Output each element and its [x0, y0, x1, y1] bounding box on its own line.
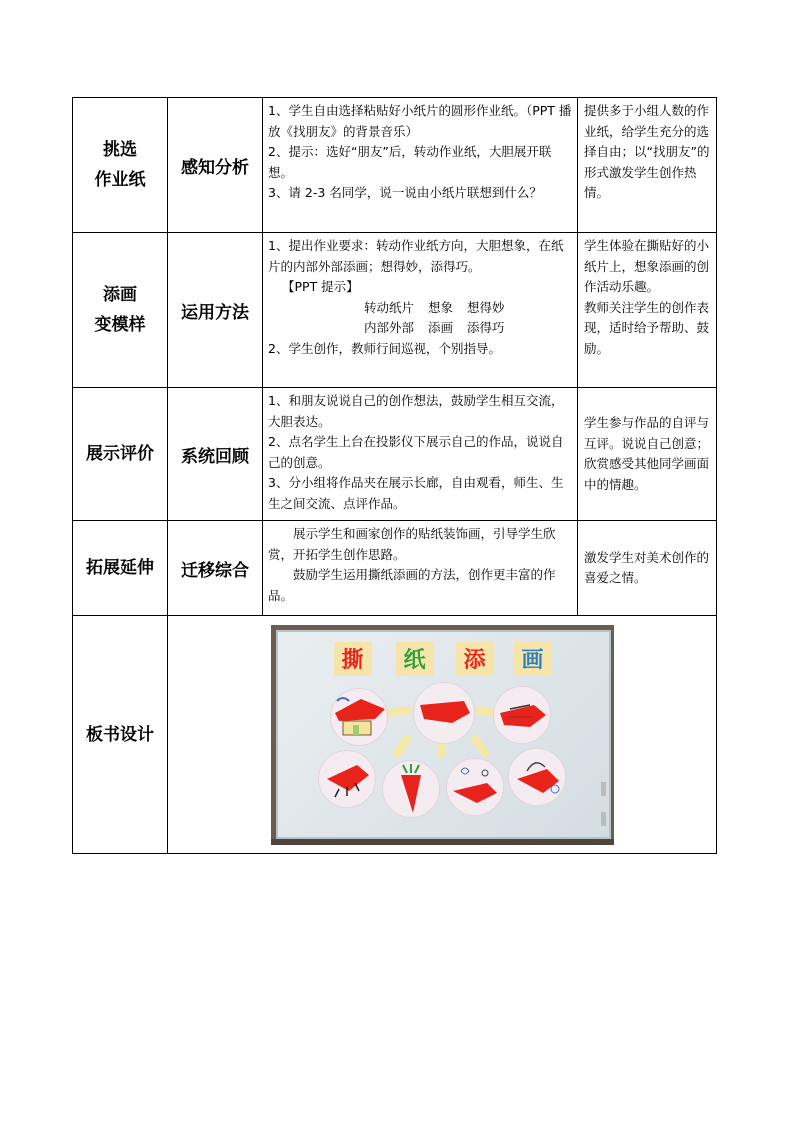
row-show-evaluate: [73, 388, 717, 521]
keyword-line: [268, 318, 573, 339]
artwork-disc: [318, 750, 376, 808]
process-item: 1、学生自由选择粘贴好小纸片的圆形作业纸。（PPT 播放《找朋友》的背景音乐）: [268, 103, 572, 139]
artwork-disc: [508, 748, 566, 806]
note-paragraph: 学生参与作品的自评与互评。说说自己创意；欣赏感受其他同学画面中的情趣。: [584, 415, 710, 492]
board-tray: [271, 839, 614, 845]
board-photo-cell: [168, 616, 717, 854]
method-cell: 迁移综合: [168, 521, 263, 616]
process-cell: [263, 521, 578, 616]
title-tile: 纸: [396, 642, 434, 676]
stage-cell: [73, 233, 168, 388]
process-item: 3、分小组将作品夹在展示长廊，自由观看，师生、生生之间交流、点评作品。: [268, 475, 564, 511]
method-cell: 系统回顾: [168, 388, 263, 521]
process-item: 展示学生和画家创作的贴纸装饰画，引导学生欣赏，开拓学生创作思路。: [268, 526, 556, 562]
keyword: 添画: [428, 320, 454, 335]
note-paragraph: 激发学生对美术创作的喜爱之情。: [584, 549, 710, 585]
whiteboard-surface: [276, 630, 611, 839]
title-tile: 撕: [334, 642, 372, 676]
process-cell: [263, 388, 578, 521]
note-cell: [578, 388, 717, 521]
artwork-disc: [493, 686, 551, 744]
stage-cell: [73, 98, 168, 233]
method-cell: 运用方法: [168, 233, 263, 388]
note-paragraph: 学生体验在撕贴好的小纸片上，想象添画的创作活动乐趣。: [584, 238, 710, 294]
stage-line: 作业纸: [94, 170, 146, 190]
lesson-plan-table: [72, 97, 717, 854]
board-clip: [601, 812, 606, 826]
process-item: 2、点名学生上台在投影仪下展示自己的作品，说说自己的创意。: [268, 434, 564, 470]
stage-cell: 拓展延伸: [73, 521, 168, 616]
keyword: 内部外部: [364, 320, 415, 335]
row-board-design: [73, 616, 717, 854]
keyword: 想得妙: [467, 299, 505, 315]
row-extend: [73, 521, 717, 616]
process-cell: [263, 98, 578, 233]
row-select-paper: [73, 98, 717, 233]
ppt-title: 【PPT 提示】: [282, 279, 359, 294]
artwork-disc: [446, 758, 504, 816]
note-cell: [578, 521, 717, 616]
whiteboard-photo: [271, 625, 614, 845]
stage-line: 变模样: [94, 315, 146, 335]
carrot-drawing: [383, 761, 439, 817]
note-paragraph: 教师关注学生的创作表现，适时给予帮助、鼓励。: [584, 299, 710, 356]
keyword: 想象: [428, 299, 454, 315]
process-item: 3、请 2-3 名同学，说一说由小纸片联想到什么？: [268, 185, 542, 200]
method-cell: 感知分析: [168, 98, 263, 233]
artwork-disc: [382, 760, 440, 818]
paper-ray: [391, 733, 411, 757]
title-tile: 画: [514, 642, 552, 676]
process-item: 1、提出作业要求：转动作业纸方向，大胆想象，在纸片的内部外部添画；想得妙，添得巧。: [268, 238, 564, 274]
house-drawing: [331, 689, 387, 745]
fish-drawing: [447, 759, 503, 815]
artwork-disc: [330, 688, 388, 746]
process-item: 鼓励学生运用撕纸添画的方法，创作更丰富的作品。: [268, 567, 556, 603]
stage-line: 添画: [103, 285, 137, 305]
keyword: 转动纸片: [364, 299, 415, 315]
artwork-disc: [413, 682, 475, 744]
note-cell: 提供多于小组人数的作业纸，给学生充分的选择自由；以“找朋友”的形式激发学生创作热情。: [578, 98, 717, 233]
process-cell: [263, 233, 578, 388]
note-cell: [578, 233, 717, 388]
red-paper-shape: [414, 683, 474, 743]
process-item: 1、和朋友说说自己的创作想法，鼓励学生相互交流，大胆表达。: [268, 393, 564, 429]
stage-cell: 展示评价: [73, 388, 168, 521]
bug-drawing: [319, 751, 375, 807]
stage-line: 挑选: [103, 140, 137, 160]
board-clip: [601, 782, 606, 796]
bag-drawing: [509, 749, 565, 805]
keyword: 添得巧: [467, 320, 505, 335]
keyword-line: [268, 298, 573, 319]
stage-cell: 板书设计: [73, 616, 168, 854]
row-add-drawing: [73, 233, 717, 388]
process-item: 2、提示：选好“朋友”后，转动作业纸，大胆展开联想。: [268, 144, 552, 180]
shoe-drawing: [494, 687, 550, 743]
process-item: 2、学生创作，教师行间巡视，个别指导。: [268, 340, 501, 356]
title-tile: 添: [456, 642, 494, 676]
